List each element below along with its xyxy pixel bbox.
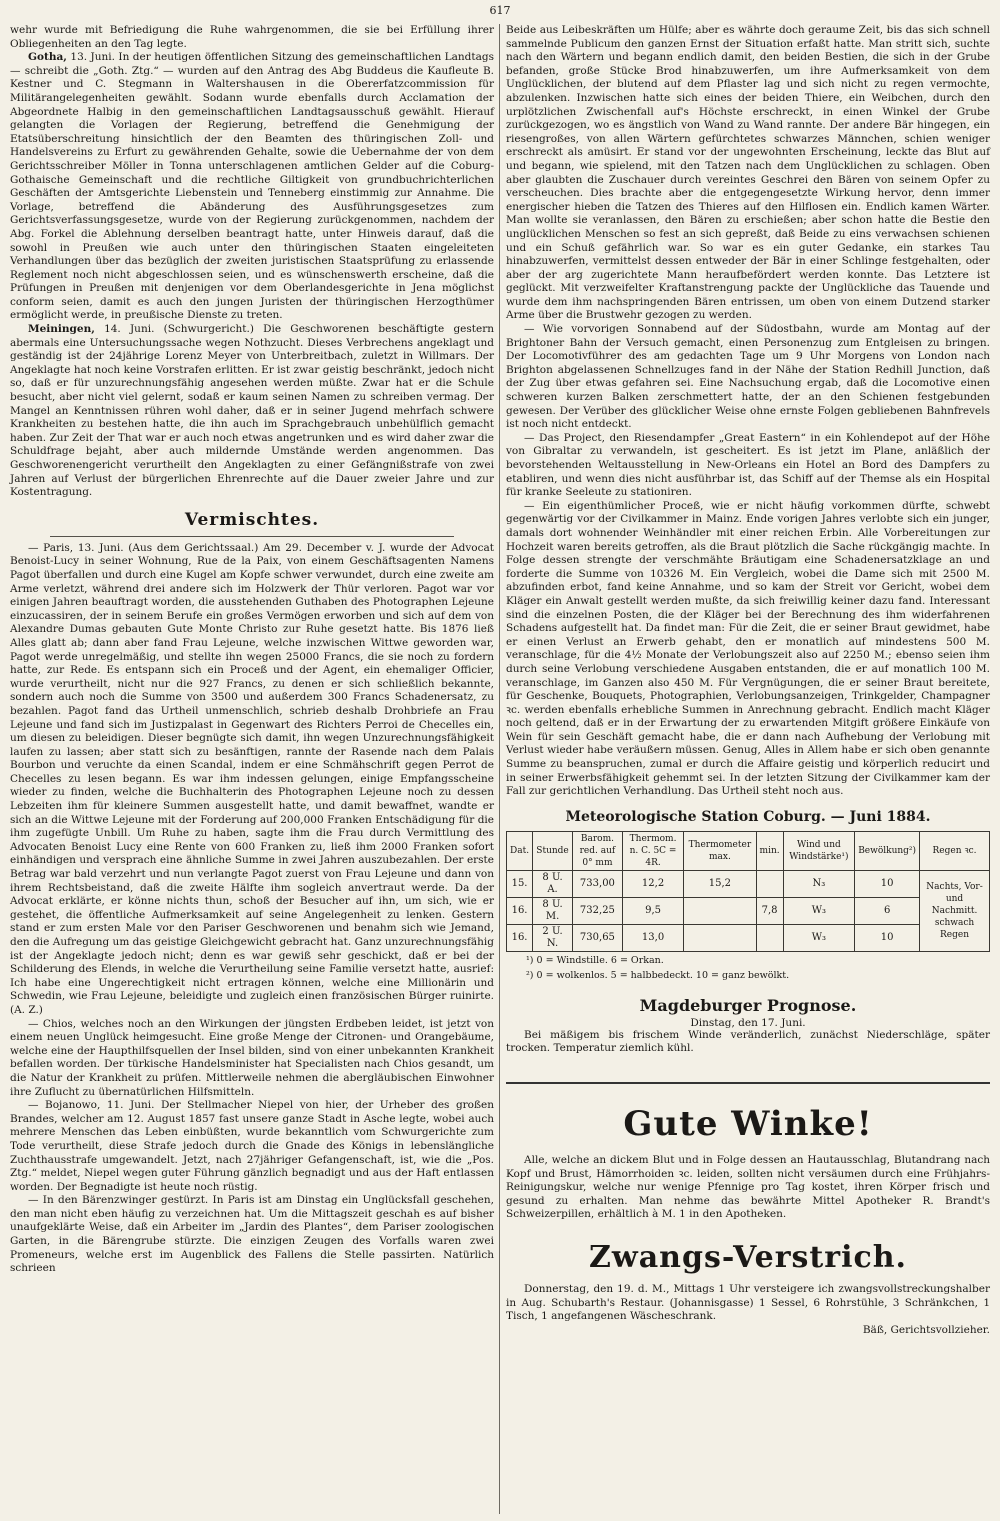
cell-therm: 9,5 [622, 897, 683, 924]
cell-bewoelkung: 10 [855, 924, 920, 951]
left-column [10, 24, 494, 1276]
cell-dat: 16. [507, 897, 533, 924]
weather-col-bewoelkung: Bewölkung²) [855, 831, 920, 870]
weather-footnote-2: ²) 0 = wolkenlos. 5 = halbbedeckt. 10 = ganz bewölkt. [526, 969, 790, 981]
cell-barom: 730,65 [573, 924, 623, 951]
ad-winke-text: Alle, welche an dickem Blut und in Folge dessen an Hautausschlag, Blutandrang nach Kopf und Brust, Hämorrhoiden ꝛc. leiden, sollten nicht versäumen durch eine Frühjahrs-Reinigungskur, welche nur wenige Pfennige pro Tag kostet, ihren Körper frisch und gesund zu erhalten. Man nehme das bewährte Mittel Apotheker R. Brandt's Schweizerpillen, erhältlich à M. 1 in den Apotheken. [506, 1154, 990, 1221]
article-proceß-mainz: — Ein eigenthümlicher Proceß, wie er nicht häufig vorkommen dürfte, schwebt gegenwärtig vor der Civilkammer in Mainz. Ende vorigen Jahres verlobte sich ein junger, damals dort wohnender Weinhändler mit einer reichen Erbin. Alle Vorbereitungen zur Hochzeit waren bereits getroffen, als die Braut plötzlich die Sache rückgängig machte. In Folge dessen strengte der verschmähte Bräutigam eine Schadenersatzklage an und forderte die Summe von 10326 M. Ein Vergleich, wobei die Dame sich mit 2500 M. abzufinden erbot, fand keine Annahme, und so kam der Streit vor Gericht, wobei dem Kläger ein Anwalt gestellt werden mußte, da sich freiwillig keiner dazu fand. Interessant sind die einzelnen Posten, die der Kläger bei der Berechnung des ihm widerfahrenen Schadens aufgestellt hat. Da findet man: Für die Zeit, die er seiner Braut gewidmet, habe er einen Verlust an Erwerb gehabt, den er monatlich auf mindestens 500 M. veranschlage, für die 4½ Monate der Verlobungszeit also auf 2250 M.; ebenso seien ihm durch seine Verlobung verschiedene Ausgaben entstanden, die er auf monatlich 100 M. veranschlage, im Ganzen also 450 M. Für Vergnügungen, die er seiner Braut bereitete, für Geschenke, Bouquets, Photographien, Verlobungsanzeigen, Trinkgelder, Champagner ꝛc. werden ebenfalls erhebliche Summen in Anrechnung gebracht. Endlich macht Kläger noch geltend, daß er in der Erwartung der zu erwartenden Mitgift größere Einkäufe von Wein für sein Geschäft gemacht habe, die er dann nach Aufhebung der Verlobung mit Verlust wieder habe veräußern müssen. Genug, Alles in Allem habe er sich oben genannte Summe zu beanspruchen, zumal er durch die Affaire geistig und körperlich reducirt und in seiner Erwerbsfähigkeit gehemmt sei. In der letzten Sitzung der Civilkammer kam der Fall zur gerichtlichen Verhandlung. Das Urtheil steht noch aus. [506, 499, 990, 798]
right-column [506, 24, 990, 1337]
ad-auction-text: Donnerstag, den 19. d. M., Mittags 1 Uhr versteigere ich zwangsvollstreckungshalber in Aug. Schubarth's Restaur. (Johannisgasse) 1 Sessel, 6 Rohrstühle, 3 Schränkchen, 1 Tisch, 1 angefangenen Wäscheschrank. [506, 1283, 990, 1323]
cell-stunde: 8 U. M. [533, 897, 573, 924]
article-gotha-text: 13. Juni. In der heutigen öffentlichen Sitzung des gemeinschaftlichen Landtags — schreibt die „Goth. Ztg.“ — wurden auf den Antrag des Abg Buddeus die Kaufleute B. Kestner und C. Stegmann in Waltershausen in die Obererfatzcommission für Militärangelegenheiten gewählt. Sodann wurde ebenfalls durch Acclamation der Abgeordnete Halbig in den gemeinschaftlichen Landtagsausschuß gewählt. Hierauf gelangten die Vorlagen der Regierung, betreffend die Genehmigung der Etatsüberschreitung hinsichtlich der den Beamten des thüringischen Zoll- und Handelsvereins zu Erfurt zu gewährenden Gehalte, sowie die Uebernahme der von dem Gerichtsschreiber Möller in Tonna unterschlagenen amtlichen Gelder auf die Coburg-Gothaische Gemeinschaft und die rechtliche Giltigkeit von grundbuchrichterlichen Geschäften der Amtsgerichte Liebenstein und Tenneberg einstimmig zur Annahme. Die Vorlage, betreffend die Abänderung des Ausführungsgesetzes zum Gerichtsverfassungsgesetze, wurde von der Regierung zurückgenommen, nachdem der Abg. Forkel die Ablehnung derselben beantragt hatte, unter Hinweis darauf, daß die sowohl in Preußen wie auch unter den thüringischen Staaten eingeleiteten Verhandlungen über das bezüglich der zweiten juristischen Staatsprüfung zu erlassende Reglement noch nicht abgeschlossen seien, und es wünschenswerth erscheine, daß die Prüfungen in Preußen mit denjenigen vor dem Oberlandesgerichte in Jena möglichst conform seien, damit es auch den jungen Juristen der thüringischen Herzogthümer ermöglicht werde, in preußische Dienste zu treten. [10, 51, 494, 322]
cell-wind: N₃ [783, 870, 855, 897]
weather-table [506, 831, 990, 952]
weather-header-row [507, 831, 990, 870]
section-heading: Vermischtes. [184, 509, 320, 530]
cell-wind: W₃ [783, 897, 855, 924]
article-gotha [10, 51, 494, 323]
weather-col-stunde: Stunde [533, 831, 573, 870]
weather-col-wind: Wind und Windstärke¹) [783, 831, 855, 870]
prognose-date: Dinstag, den 17. Juni. [690, 1016, 806, 1029]
cell-min [756, 870, 783, 897]
cell-max: 15,2 [684, 870, 756, 897]
advertisement-auction [506, 1240, 990, 1337]
cell-min: 7,8 [756, 897, 783, 924]
article-continuation: wehr wurde mit Befriedigung die Ruhe wahrgenommen, die sie bei Erfüllung ihrer Obliegenheiten an den Tag legte. [10, 24, 494, 50]
weather-col-min: min. [756, 831, 783, 870]
cell-bewoelkung: 10 [855, 870, 920, 897]
page-number: 617 [489, 4, 511, 17]
cell-therm: 13,0 [622, 924, 683, 951]
advertisement-winke [506, 1082, 990, 1222]
article-paris: — Paris, 13. Juni. (Aus dem Gerichtssaal.) Am 29. December v. J. wurde der Advocat Benoist-Lucy in seiner Wohnung, Rue de la Paix, von einem Geschäftsagenten Namens Pagot überfallen und durch eine Kugel am Kopfe schwer verwundet, durch eine zweite am Arme verletzt, während drei andere sich im Holzwerk der Thür verloren. Pagot war vor einigen Jahren beauftragt worden, die ausstehenden Guthaben des Photographen Lejeune einzucassiren, der in seinem Berufe ein großes Vermögen erworben und sich auf dem von Alexandre Dumas gebauten Gute Monte Christo zur Ruhe gesetzt hatte. Bis 1876 ließ Alles glatt ab; dann aber fand Frau Lejeune, welche inzwischen Wittwe geworden war, Pagot werde unregelmäßig, und stellte ihn wegen 25000 Francs, die sie noch zu fordern hatte, zur Rede. Es entspann sich ein Proceß und der Agent, ein ehemaliger Officier, wurde verurtheilt, nicht nur die 927 Francs, zu denen er sich schließlich bekannte, sondern auch noch die Summe von 3500 und außerdem 300 Francs Schadenersatz, zu bezahlen. Pagot fand das Urtheil unmenschlich, schrieb deshalb Drohbriefe an Frau Lejeune und fand sich im Justizpalast in Gegenwart des Richters Perroi de Checelles ein, um diesen zu beleidigen. Dieser begnügte sich damit, ihn wegen Unzurechnungsfähigkeit laufen zu lassen; aber statt sich zu besänftigen, rannte der Rasende nach dem Palais Bourbon und veruchte da einen Scandal, indem er eine Schmähschrift gegen Perrot de Checelles zu lesen begann. Es war ihm indessen gelungen, einige Empfangsscheine wieder zu finden, welche die Buchhalterin des Photographen Lejeune noch zu dessen Lebzeiten ihm für kleinere Summen ausgestellt hatte, und damit bewaffnet, wandte er sich an die Wittwe Lejeune mit der Forderung auf 200,000 Franken Entschädigung für die ihm zugefügte Unbill. Um Ruhe zu haben, sagte ihm die Frau durch Vermittlung des Advocaten Benoist Lucy eine Rente von 600 Franken zu, ließ ihm 2000 Franken sofort einhändigen und versprach eine ähnliche Summe in zwei Jahren auszubezahlen. Der erste Betrag war bald verzehrt und nun verlangte Pagot zuerst von Frau Lejeune und dann von ihrem Rechtsbeistand, daß die zweite Hälfte ihm sogleich anvertraut werde. Da der Advocat erklärte, er könne nichts thun, schoß der Besucher auf ihn, um sich, wie er gestehet, die öffentliche Aufmerksamkeit auf seine Angelegenheit zu lenken. Gestern stand er zum ersten Male vor den Pariser Geschworenen und benahm sich wie Jemand, den die Aufregung um das geistige Gleichgewicht gebracht hat. Ganz unzurechnungsfähig ist der Angeklagte jedoch nicht; denn es war gewiß sehr geschickt, daß er bei der Schilderung des Elends, in welche die Verurtheilung seine Familie versetzt hatte, ausrief: Ich habe eine Ungerechtigkeit nicht ertragen können, welche eine Millionärin und Schwedin, wie Frau Lejeune, beleidigte und zugleich einen französischen Bürger ruinirte. (A. Z.) [10, 541, 494, 1016]
ad-auction-heading: Zwangs-Verstrich. [589, 1240, 907, 1275]
weather-col-regen: Regen ꝛc. [920, 831, 990, 870]
article-bojanowo: — Bojanowo, 11. Juni. Der Stellmacher Niepel von hier, der Urheber des großen Brandes, welcher am 12. August 1857 fast unsere ganze Stadt in Asche legte, wobei auch mehrere Menschen das Leben einbüßten, wurde bekanntlich vom Schwurgerichte zum Tode verurtheilt, diese Strafe jedoch durch die Gnade des Königs in lebenslängliche Zuchthausstrafe umgewandelt. Jetzt, nach 27jähriger Gefangenschaft, ist, wie die „Pos. Ztg.“ meldet, Niepel wegen guter Führung gänzlich begnadigt und aus der Haft entlassen worden. Der Begnadigte ist heute noch rüstig. [10, 1099, 494, 1193]
cell-max [684, 924, 756, 951]
article-baerenzwinger: — In den Bärenzwinger gestürzt. In Paris ist am Dinstag ein Unglücksfall geschehen, den man nicht eben häufig zu verzeichnen hat. Um die Mittagszeit geschah es auf bisher unaufgeklärte Weise, daß ein Arbeiter im „Jardin des Plantes“, dem Pariser zoologischen Garten, in die Bärengrube stürzte. Die einzigen Zeugen des Vorfalls waren zwei Promeneurs, welche erst im Augenblick des Fallens die Stelle passirten. Natürlich schrieen [10, 1194, 494, 1275]
cell-barom: 732,25 [573, 897, 623, 924]
weather-col-dat: Dat. [507, 831, 533, 870]
article-chios: — Chios, welches noch an den Wirkungen der jüngsten Erdbeben leidet, ist jetzt von einem neuen Unglück heimgesucht. Eine große Menge der Citronen- und Orangebäume, welche eine der Haupthilfsquellen der Insel bilden, sind von einer unbekannten Krankheit befallen worden. Der türkische Handelsminister hat Specialisten nach Chios gesandt, um die Natur der Krankheit zu prüfen. Mittlerweile nehmen die abergläubischen Einwohner ihre Zuflucht zu übernatürlichen Hilfsmitteln. [10, 1017, 494, 1098]
cell-barom: 733,00 [573, 870, 623, 897]
cell-dat: 15. [507, 870, 533, 897]
column-divider [499, 24, 500, 1514]
weather-row [507, 870, 990, 897]
article-meiningen-text: 14. Juni. (Schwurgericht.) Die Geschworenen beschäftigte gestern abermals eine Untersuchungssache wegen Nothzucht. Dieses Verbrechens angeklagt und geständig ist der 24jährige Lorenz Meyer von Unterbreitbach, zuletzt in Willmars. Der Angeklagte hat noch keine Vorstrafen erlitten. Er ist zwar geistig beschränkt, jedoch nicht so, daß er für unzurechnungsfähig angesehen werden müßte. Zwar hat er die Schule besucht, aber nicht viel gelernt, sodaß er kaum seinen Namen zu schreiben vermag. Der Mangel an Kenntnissen rühren wohl daher, daß er in seiner Jugend mehrfach schwere Krankheiten zu bestehen hatte, die ihn auch im Sprachgebrauch unbehülflich gemacht haben. Zur Zeit der That war er auch noch etwas angetrunken und es wird daher zwar die Schuldfrage bejaht, aber auch mildernde Umstände werden angenommen. Das Geschworenengericht verurtheilt den Angeklagten zu einer Gefängnißstrafe von zwei Jahren auf Verlust der bürgerlichen Ehrenrechte auf die Dauer zweier Jahre und zur Kostentragung. [10, 323, 494, 499]
weather-footnote-1: ¹) 0 = Windstille. 6 = Orkan. [526, 954, 664, 966]
ad-winke-heading: Gute Winke! [623, 1104, 873, 1145]
article-baerenzwinger-continued: Beide aus Leibeskräften um Hülfe; aber es währte doch geraume Zeit, bis das sich schnell sammelnde Publicum den ganzen Ernst der Situation erfaßt hatte. Man stritt sich, suchte nach den Wärtern und begann endlich damit, den beiden Bestien, die sich in der Grube befanden, große Stücke Brod hinabzuwerfen, um ihre Aufmerksamkeit von dem Unglücklichen, der blutend auf dem Pflaster lag und sich nicht zu regen vermochte, abzulenken. Inzwischen hatte sich eines der beiden Thiere, ein Weibchen, durch den urplötzlichen Zwischenfall auf's Höchste erschreckt, in einen Winkel der Grube zurückgezogen, wo es ängstlich von Wand zu Wand rannte. Der andere Bär hingegen, ein riesengroßes, von allen Wärtern gefürchtetes schwarzes Männchen, schien weniger erschreckt als amüsirt. Er stand vor der ungewohnten Erscheinung, leckte das Blut auf und begann, wie spielend, mit den Tatzen nach dem Unglücklichen zu schlagen. Oben aber glaubten die Zuschauer durch vereintes Geschrei den Bären von seinem Opfer zu verscheuchen. Dies brachte aber die entgegengesetzte Wirkung hervor, denn immer energischer hieben die Tatzen des Thieres auf den Hilflosen ein. Endlich kamen Wärter. Man wollte sie veranlassen, den Bären zu erschießen; aber schon hatte die Bestie den unglücklichen Menschen so fest an sich gepreßt, daß Beide zu eins verwachsen schienen und ein Schuß gefährlich war. So war es ein guter Gedanke, ein starkes Tau hinabzuwerfen, vermittelst dessen entweder der Bär in einer Schlinge festgehalten, oder aber der arg zugerichtete Mann heraufbefördert werden konnte. Das Letztere ist geglückt. Mit verzweifelter Kraftanstrengung packte der Unglückliche das Tauende und wurde dem ihm nachspringenden Bären entrissen, um oben von einem Dutzend starker Arme über die Brustwehr gezogen zu werden. [506, 24, 990, 322]
ad-auction-signature: Bäß, Gerichtsvollzieher. [862, 1323, 990, 1336]
cell-regen: Nachts, Vor- und Nachmitt. schwach Regen [920, 870, 990, 951]
article-brighton-bahn: — Wie vorvorigen Sonnabend auf der Südostbahn, wurde am Montag auf der Brightoner Bahn der Versuch gemacht, einen Personenzug zum Entgleisen zu bringen. Der Locomotivführer des am gedachten Tage um 9 Uhr Morgens von London nach Brighton abgelassenen Schnellzuges fand in der Nähe der Station Redhill Junction, daß der Zug über etwas gefahren sei. Eine Nachsuchung ergab, daß die Locomotive einen schweren kurzen Balken zerschmettert hatte, der an den Schienen festgebunden gewesen. Der Verüber des glücklicher Weise ohne ernste Folgen gebliebenen Bahnfrevels ist noch nicht entdeckt. [506, 323, 990, 431]
weather-row [507, 924, 990, 951]
weather-col-max: Thermometer max. [684, 831, 756, 870]
cell-max [684, 897, 756, 924]
cell-bewoelkung: 6 [855, 897, 920, 924]
cell-stunde: 8 U. A. [533, 870, 573, 897]
weather-col-barom: Barom. red. auf 0° mm [573, 831, 623, 870]
weather-row [507, 897, 990, 924]
cell-dat: 16. [507, 924, 533, 951]
prognose-heading: Magdeburger Prognose. [639, 995, 857, 1015]
weather-col-thermom: Thermom. n. C. 5C = 4R. [622, 831, 683, 870]
dateline-meiningen: Meiningen, [28, 323, 95, 336]
prognose-text: Bei mäßigem bis frischem Winde veränderlich, zunächst Niederschläge, später trocken. Temperatur ziemlich kühl. [506, 1028, 990, 1055]
cell-min [756, 924, 783, 951]
cell-therm: 12,2 [622, 870, 683, 897]
article-meiningen [10, 323, 494, 500]
cell-wind: W₃ [783, 924, 855, 951]
section-rule [50, 536, 454, 537]
article-great-eastern: — Das Project, den Riesendampfer „Great Eastern“ in ein Kohlendepot auf der Höhe von Gibraltar zu verwandeln, ist gescheitert. Es ist jetzt im Plane, anläßlich der bevorstehenden Weltausstellung in New-Orleans ein Hotel an Bord des Dampfers zu etabliren, und wenn dies nicht ausführbar ist, das Schiff auf der Themse als ein Hospital für kranke Seeleute zu stationiren. [506, 431, 990, 499]
dateline-gotha: Gotha, [28, 51, 67, 64]
weather-heading: Meteorologische Station Coburg. — Juni 1884. [565, 808, 931, 825]
cell-stunde: 2 U. N. [533, 924, 573, 951]
